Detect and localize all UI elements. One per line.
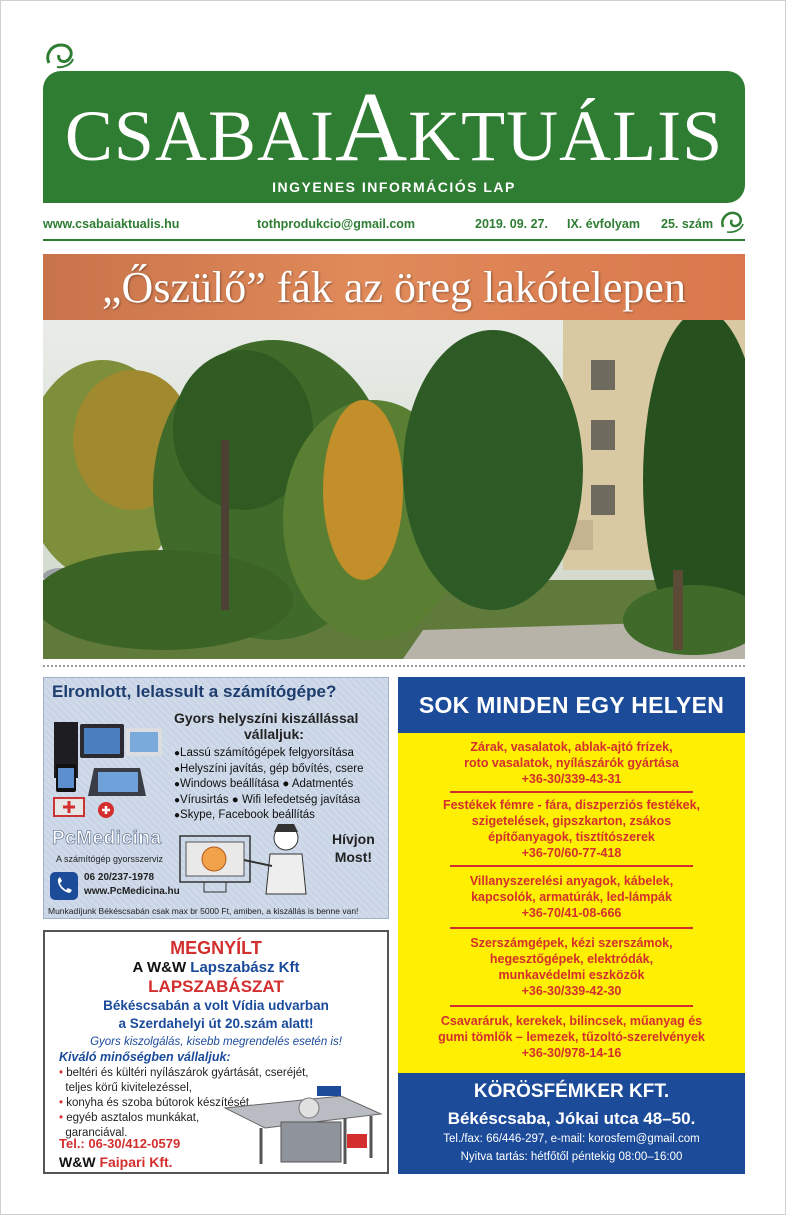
kf-ad-separator (450, 927, 693, 929)
autumn-trees-photo (43, 320, 745, 659)
kf-ad-block-tools: Szerszámgépek, kézi szerszámok, hegesztőgépek, elektródák, munkavédelmi eszközök +36-30/339-42-30 (470, 936, 673, 998)
offer-item: teljes körű kivitelezéssel, (65, 1082, 192, 1094)
kf-ad-block-electrical: Villanyszerelési anyagok, kábelek, kapcsolók, armatúrák, led-lámpák +36-70/41-08-666 (469, 874, 674, 920)
offer-item: • beltéri és kültéri nyílászárok gyártását, cseréjét, (59, 1067, 309, 1079)
offer-item: garanciával. (65, 1127, 128, 1139)
table-saw-illustration (221, 1078, 385, 1170)
pc-ad-phone[interactable]: 06 20/237-1978 (84, 872, 155, 883)
service-item: ● Windows beállítása ● Adatmentés (174, 777, 364, 793)
computers-illustration (50, 718, 168, 824)
pc-ad-brand: PcMedicina (52, 828, 162, 849)
kf-ad-block-paints: Festékek fémre - fára, diszperziós festékek, szigetelések, gipszkarton, zsákos építőanyagok, tisztítószerek +36-70/60-77-418 (442, 798, 701, 860)
swirl-logo-icon (43, 41, 77, 71)
kf-ad-separator (450, 865, 693, 867)
issue-volume: IX. évfolyam (567, 217, 640, 231)
pc-ad-footer: Munkadíjunk Békéscsabán csak max br 5000 Ft, amiben, a kiszállás is benne van! (48, 906, 359, 916)
service-item: ● Skype, Facebook beállítás (174, 808, 364, 824)
issue-date: 2019. 09. 27. (475, 217, 548, 231)
kf-ad-block-locks: Zárak, vasalatok, ablak-ajtó frízek, roto vasalatok, nyílászárók gyártása +36-30/339-43-31 (464, 740, 679, 786)
pc-ad-call-to-action: Hívjon Most! (332, 831, 375, 865)
kf-ad-footer (398, 1073, 745, 1174)
service-item: ● Helyszíni javítás, gép bővítés, csere (174, 762, 364, 778)
pc-ad-title: Elromlott, lelassult a számítógépe? (52, 682, 337, 701)
service-item: ● Lassú számítógépek felgyorsítása (174, 746, 364, 762)
korosfemker-ad (398, 677, 745, 1174)
kf-ad-company: KÖRÖSFÉMKER KFT. (473, 1081, 670, 1102)
issue-number: 25. szám (661, 217, 714, 231)
technician-illustration (174, 822, 324, 898)
masthead (43, 71, 745, 203)
lap-ad-location-2: a Szerdahelyi út 20.szám alatt! (118, 1016, 314, 1031)
kf-ad-separator (450, 1005, 693, 1007)
pc-ad-subtitle-2: vállaljuk: (244, 726, 304, 742)
service-item: ● Vírusirtás ● Wifi lefedetség javítása (174, 793, 364, 809)
section-divider (43, 665, 745, 667)
swirl-small-icon (719, 209, 745, 235)
headline-band (43, 254, 745, 320)
pc-ad-contact (50, 870, 180, 902)
offer-item: • konyha és szoba bútorok készítését, (59, 1097, 253, 1109)
email-link[interactable]: tothprodukcio@gmail.com (257, 217, 416, 231)
lap-ad-company-line: A W&W Lapszabász Kft (132, 959, 300, 976)
website-link[interactable]: www.csabaiaktualis.hu (43, 217, 180, 231)
headline-title: „Őszülő” fák az öreg lakótelepen (102, 263, 686, 312)
pc-ad-subtitle-1: Gyors helyszíni kiszállással (174, 710, 359, 726)
masthead-subtitle: INGYENES INFORMÁCIÓS LAP (272, 179, 516, 195)
lap-ad-service-title: LAPSZABÁSZAT (148, 977, 284, 996)
cover-photo (43, 320, 745, 659)
lap-ad-company: W&W Faipari Kft. (59, 1154, 173, 1170)
masthead-title: CSABAIAKTUÁLIS (64, 71, 724, 182)
pc-medicina-ad (43, 677, 389, 919)
issue-info-bar (43, 217, 713, 235)
offer-item: • egyéb asztalos munkákat, (59, 1112, 200, 1124)
kf-ad-separator (450, 791, 693, 793)
kf-ad-block-fasteners: Csavaráruk, kerekek, bilincsek, műanyag és gumi tömlők – lemezek, tűzoltó-szerelvények +36-30/978-14-16 (438, 1014, 705, 1060)
kf-ad-contact[interactable]: Tel./fax: 66/446-297, e-mail: korosfem@gmail.com (443, 1133, 700, 1145)
lap-ad-opened: MEGNYÍLT (170, 938, 262, 958)
lap-ad-phone[interactable]: Tel.: 06-30/412-0579 (59, 1136, 181, 1151)
kf-ad-address: Békéscsaba, Jókai utca 48–50. (447, 1109, 696, 1128)
pc-ad-website[interactable]: www.PcMedicina.hu (84, 886, 180, 897)
kf-ad-header: SOK MINDEN EGY HELYEN (398, 677, 745, 733)
lapszabasz-ad (43, 930, 389, 1174)
lap-ad-service-note: Gyors kiszolgálás, kisebb megrendelés esetén is! (90, 1036, 342, 1048)
lap-ad-offer-heading: Kiváló minőségben vállaljuk: (59, 1050, 231, 1064)
pc-ad-service-list (174, 746, 364, 824)
masthead-rule (43, 239, 745, 241)
pc-ad-tagline: A számítógép gyorsszerviz (56, 854, 164, 864)
phone-icon (50, 872, 78, 900)
kf-ad-hours: Nyitva tartás: hétfőtől péntekig 08:00–16:00 (460, 1151, 683, 1163)
lap-ad-location-1: Békéscsabán a volt Vídia udvarban (103, 998, 329, 1013)
